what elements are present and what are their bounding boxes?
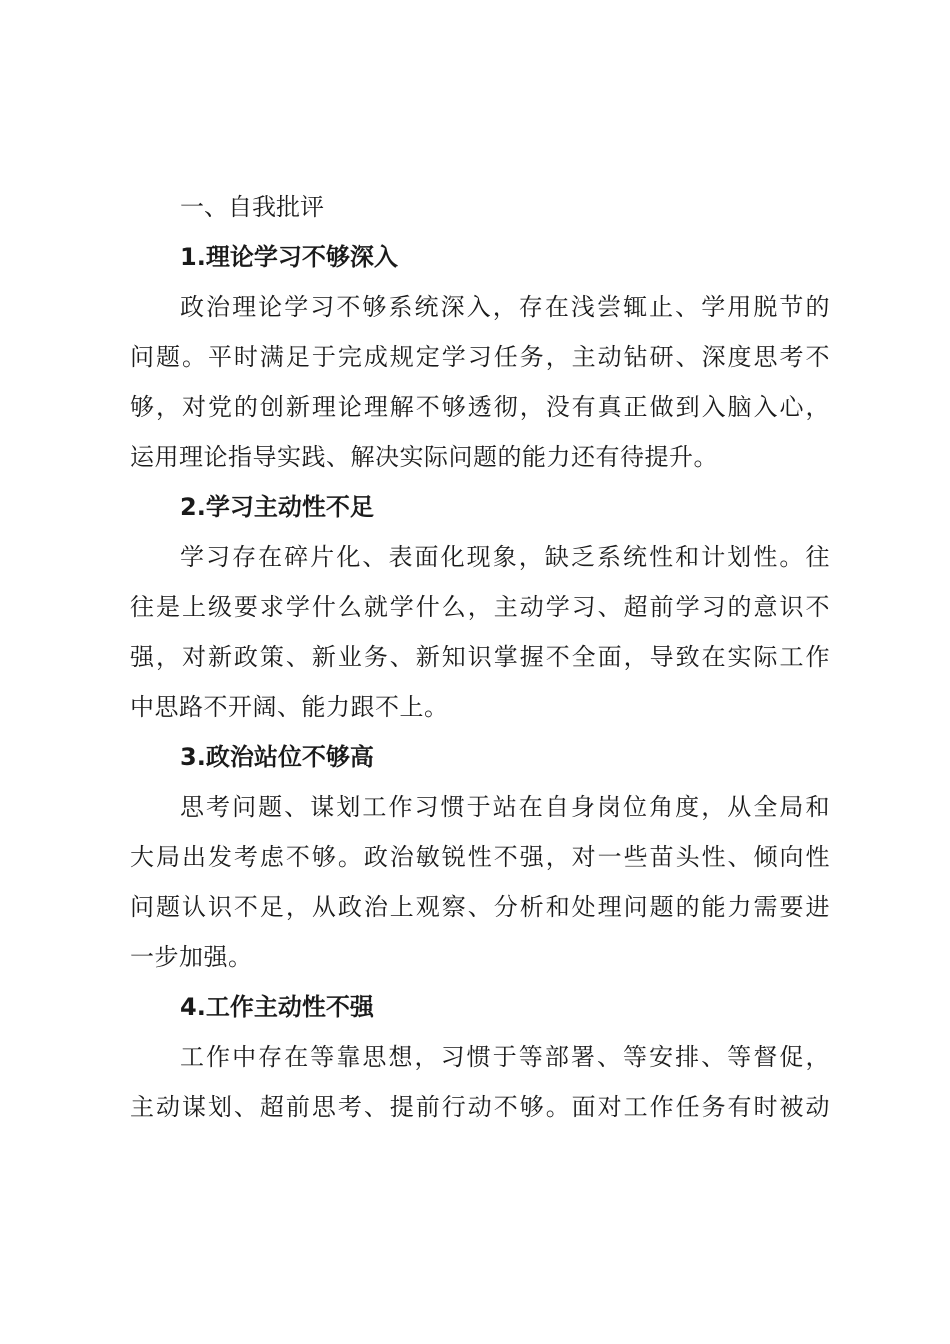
subsection-heading: 1.理论学习不够深入 <box>180 243 398 271</box>
paragraph-line: 学习存在碎片化、表面化现象，缺乏系统性和计划性。往 <box>180 543 830 571</box>
paragraph-line: 强，对新政策、新业务、新知识掌握不全面，导致在实际工作 <box>130 643 830 671</box>
subsection-heading: 2.学习主动性不足 <box>180 493 374 521</box>
paragraph-line: 运用理论指导实践、解决实际问题的能力还有待提升。 <box>130 443 718 471</box>
subsection-heading: 4.工作主动性不强 <box>180 993 374 1021</box>
paragraph-line: 中思路不开阔、能力跟不上。 <box>130 693 449 721</box>
paragraph-line: 大局出发考虑不够。政治敏锐性不强，对一些苗头性、倾向性 <box>130 843 830 871</box>
subsection-heading: 3.政治站位不够高 <box>180 743 374 771</box>
paragraph-line: 一步加强。 <box>130 943 253 971</box>
paragraph-line: 问题认识不足，从政治上观察、分析和处理问题的能力需要进 <box>130 893 830 921</box>
paragraph-line: 工作中存在等靠思想，习惯于等部署、等安排、等督促， <box>180 1043 830 1071</box>
section-title: 一、自我批评 <box>180 193 324 221</box>
paragraph-line: 主动谋划、超前思考、提前行动不够。面对工作任务有时被动 <box>130 1093 830 1121</box>
paragraph-line: 够，对党的创新理论理解不够透彻，没有真正做到入脑入心， <box>130 393 830 421</box>
paragraph-line: 往是上级要求学什么就学什么，主动学习、超前学习的意识不 <box>130 593 830 621</box>
paragraph-line: 政治理论学习不够系统深入，存在浅尝辄止、学用脱节的 <box>180 293 830 321</box>
paragraph-line: 思考问题、谋划工作习惯于站在自身岗位角度，从全局和 <box>180 793 830 821</box>
paragraph-line: 问题。平时满足于完成规定学习任务，主动钻研、深度思考不 <box>130 343 830 371</box>
document-page <box>130 182 830 1132</box>
